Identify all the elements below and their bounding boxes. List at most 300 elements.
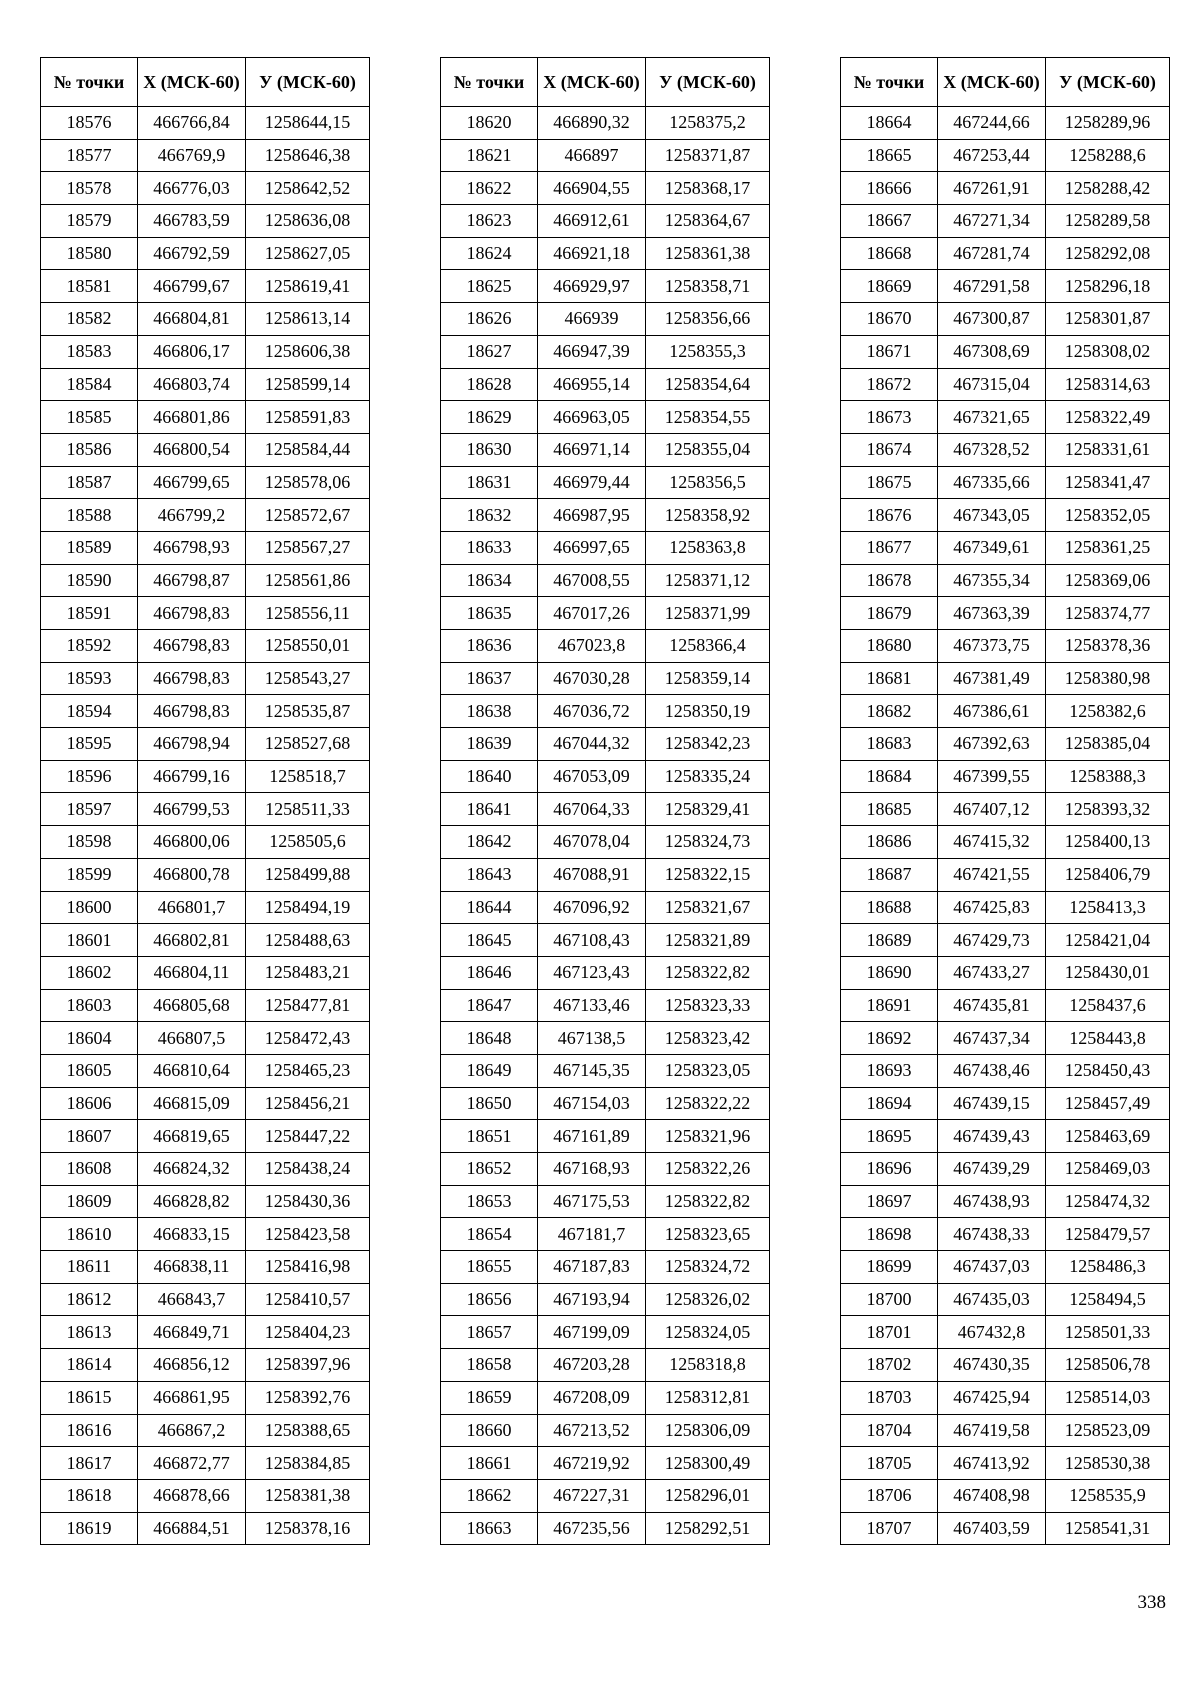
table-row [441,891,770,924]
header-point-number: № точки [41,58,138,107]
table-row [41,1120,370,1153]
point-number-cell: 18601 [41,924,138,957]
x-coordinate-cell: 467281,74 [938,237,1046,270]
point-number-cell: 18587 [41,466,138,499]
y-coordinate-cell: 1258322,22 [646,1087,770,1120]
x-coordinate-cell: 466929,97 [538,270,646,303]
y-coordinate-cell: 1258292,08 [1046,237,1170,270]
point-number-cell: 18594 [41,695,138,728]
table-row [841,1283,1170,1316]
table-row [441,1153,770,1186]
point-number-cell: 18685 [841,793,938,826]
y-coordinate-cell: 1258397,96 [246,1349,370,1382]
y-coordinate-cell: 1258323,65 [646,1218,770,1251]
y-coordinate-cell: 1258543,27 [246,662,370,695]
x-coordinate-cell: 467235,56 [538,1512,646,1545]
point-number-cell: 18700 [841,1283,938,1316]
x-coordinate-cell: 467433,27 [938,956,1046,989]
x-coordinate-cell: 467219,92 [538,1447,646,1480]
x-coordinate-cell: 467438,93 [938,1185,1046,1218]
point-number-cell: 18622 [441,172,538,205]
y-coordinate-cell: 1258556,11 [246,597,370,630]
y-coordinate-cell: 1258392,76 [246,1381,370,1414]
y-coordinate-cell: 1258380,98 [1046,662,1170,695]
x-coordinate-cell: 466963,05 [538,401,646,434]
table-row [441,695,770,728]
table-row [441,270,770,303]
point-number-cell: 18626 [441,303,538,336]
point-number-cell: 18623 [441,205,538,238]
point-number-cell: 18693 [841,1054,938,1087]
point-number-cell: 18701 [841,1316,938,1349]
y-coordinate-cell: 1258437,6 [1046,989,1170,1022]
y-coordinate-cell: 1258584,44 [246,433,370,466]
point-number-cell: 18675 [841,466,938,499]
point-number-cell: 18674 [841,433,938,466]
x-coordinate-cell: 467053,09 [538,760,646,793]
table-body [441,107,770,1545]
y-coordinate-cell: 1258381,38 [246,1479,370,1512]
x-coordinate-cell: 466939 [538,303,646,336]
point-number-cell: 18609 [41,1185,138,1218]
point-number-cell: 18666 [841,172,938,205]
x-coordinate-cell: 466955,14 [538,368,646,401]
y-coordinate-cell: 1258477,81 [246,989,370,1022]
table-row [41,1316,370,1349]
point-number-cell: 18586 [41,433,138,466]
x-coordinate-cell: 466912,61 [538,205,646,238]
table-row [441,172,770,205]
x-coordinate-cell: 467315,04 [938,368,1046,401]
point-number-cell: 18599 [41,858,138,891]
y-coordinate-cell: 1258323,42 [646,1022,770,1055]
x-coordinate-cell: 466833,15 [138,1218,246,1251]
point-number-cell: 18680 [841,630,938,663]
y-coordinate-cell: 1258457,49 [1046,1087,1170,1120]
point-number-cell: 18658 [441,1349,538,1382]
y-coordinate-cell: 1258385,04 [1046,728,1170,761]
y-coordinate-cell: 1258486,3 [1046,1251,1170,1284]
table-row [441,858,770,891]
table-row [841,303,1170,336]
y-coordinate-cell: 1258288,42 [1046,172,1170,205]
y-coordinate-cell: 1258361,25 [1046,531,1170,564]
y-coordinate-cell: 1258578,06 [246,466,370,499]
point-number-cell: 18667 [841,205,938,238]
x-coordinate-cell: 466766,84 [138,107,246,140]
point-number-cell: 18687 [841,858,938,891]
y-coordinate-cell: 1258456,21 [246,1087,370,1120]
point-number-cell: 18650 [441,1087,538,1120]
point-number-cell: 18653 [441,1185,538,1218]
x-coordinate-cell: 466798,83 [138,695,246,728]
y-coordinate-cell: 1258494,19 [246,891,370,924]
table-row [41,303,370,336]
table-row [441,107,770,140]
x-coordinate-cell: 467244,66 [938,107,1046,140]
x-coordinate-cell: 467438,46 [938,1054,1046,1087]
table-row [41,107,370,140]
y-coordinate-cell: 1258501,33 [1046,1316,1170,1349]
y-coordinate-cell: 1258400,13 [1046,826,1170,859]
table-row [41,564,370,597]
table-row [841,270,1170,303]
x-coordinate-cell: 467096,92 [538,891,646,924]
point-number-cell: 18679 [841,597,938,630]
x-coordinate-cell: 466828,82 [138,1185,246,1218]
y-coordinate-cell: 1258423,58 [246,1218,370,1251]
point-number-cell: 18625 [441,270,538,303]
y-coordinate-cell: 1258606,38 [246,335,370,368]
point-number-cell: 18654 [441,1218,538,1251]
coordinates-table-2 [440,57,770,1545]
table-row [41,172,370,205]
y-coordinate-cell: 1258642,52 [246,172,370,205]
table-row [841,630,1170,663]
point-number-cell: 18697 [841,1185,938,1218]
table-row [441,1316,770,1349]
point-number-cell: 18652 [441,1153,538,1186]
header-x-coordinate: Х (МСК-60) [938,58,1046,107]
header-y-coordinate: У (МСК-60) [646,58,770,107]
x-coordinate-cell: 467381,49 [938,662,1046,695]
table-row [41,1349,370,1382]
point-number-cell: 18702 [841,1349,938,1382]
y-coordinate-cell: 1258430,01 [1046,956,1170,989]
point-number-cell: 18617 [41,1447,138,1480]
y-coordinate-cell: 1258322,82 [646,1185,770,1218]
table-row [841,237,1170,270]
x-coordinate-cell: 467023,8 [538,630,646,663]
point-number-cell: 18662 [441,1479,538,1512]
y-coordinate-cell: 1258355,04 [646,433,770,466]
point-number-cell: 18610 [41,1218,138,1251]
table-row [841,499,1170,532]
x-coordinate-cell: 466979,44 [538,466,646,499]
y-coordinate-cell: 1258518,7 [246,760,370,793]
y-coordinate-cell: 1258296,01 [646,1479,770,1512]
x-coordinate-cell: 466824,32 [138,1153,246,1186]
y-coordinate-cell: 1258356,66 [646,303,770,336]
x-coordinate-cell: 467399,55 [938,760,1046,793]
x-coordinate-cell: 467044,32 [538,728,646,761]
x-coordinate-cell: 467437,03 [938,1251,1046,1284]
y-coordinate-cell: 1258550,01 [246,630,370,663]
x-coordinate-cell: 466856,12 [138,1349,246,1382]
table-row [441,433,770,466]
table-row [841,728,1170,761]
y-coordinate-cell: 1258322,49 [1046,401,1170,434]
x-coordinate-cell: 467208,09 [538,1381,646,1414]
x-coordinate-cell: 467193,94 [538,1283,646,1316]
y-coordinate-cell: 1258366,4 [646,630,770,663]
y-coordinate-cell: 1258410,57 [246,1283,370,1316]
table-row [41,1512,370,1545]
y-coordinate-cell: 1258326,02 [646,1283,770,1316]
point-number-cell: 18614 [41,1349,138,1382]
point-number-cell: 18576 [41,107,138,140]
point-number-cell: 18605 [41,1054,138,1087]
point-number-cell: 18634 [441,564,538,597]
point-number-cell: 18613 [41,1316,138,1349]
x-coordinate-cell: 466807,5 [138,1022,246,1055]
y-coordinate-cell: 1258430,36 [246,1185,370,1218]
table-row [41,335,370,368]
point-number-cell: 18668 [841,237,938,270]
x-coordinate-cell: 466890,32 [538,107,646,140]
y-coordinate-cell: 1258450,43 [1046,1054,1170,1087]
table-row [841,662,1170,695]
table-row [41,433,370,466]
y-coordinate-cell: 1258613,14 [246,303,370,336]
table-row [441,139,770,172]
x-coordinate-cell: 467213,52 [538,1414,646,1447]
point-number-cell: 18641 [441,793,538,826]
x-coordinate-cell: 467349,61 [938,531,1046,564]
table-row [41,1185,370,1218]
table-row [41,1251,370,1284]
table-row [841,597,1170,630]
table-row [41,728,370,761]
y-coordinate-cell: 1258443,8 [1046,1022,1170,1055]
y-coordinate-cell: 1258342,23 [646,728,770,761]
x-coordinate-cell: 466849,71 [138,1316,246,1349]
table-row [841,760,1170,793]
point-number-cell: 18631 [441,466,538,499]
y-coordinate-cell: 1258371,87 [646,139,770,172]
point-number-cell: 18677 [841,531,938,564]
y-coordinate-cell: 1258312,81 [646,1381,770,1414]
point-number-cell: 18699 [841,1251,938,1284]
y-coordinate-cell: 1258375,2 [646,107,770,140]
y-coordinate-cell: 1258354,55 [646,401,770,434]
point-number-cell: 18690 [841,956,938,989]
point-number-cell: 18703 [841,1381,938,1414]
point-number-cell: 18636 [441,630,538,663]
point-number-cell: 18663 [441,1512,538,1545]
y-coordinate-cell: 1258465,23 [246,1054,370,1087]
point-number-cell: 18596 [41,760,138,793]
x-coordinate-cell: 467425,83 [938,891,1046,924]
x-coordinate-cell: 466798,94 [138,728,246,761]
y-coordinate-cell: 1258300,49 [646,1447,770,1480]
table-row [41,695,370,728]
table-row [441,1447,770,1480]
y-coordinate-cell: 1258463,69 [1046,1120,1170,1153]
y-coordinate-cell: 1258619,41 [246,270,370,303]
table-row [41,237,370,270]
table-row [841,433,1170,466]
table-row [441,401,770,434]
table-row [441,1512,770,1545]
point-number-cell: 18644 [441,891,538,924]
x-coordinate-cell: 467017,26 [538,597,646,630]
y-coordinate-cell: 1258404,23 [246,1316,370,1349]
y-coordinate-cell: 1258599,14 [246,368,370,401]
point-number-cell: 18608 [41,1153,138,1186]
table-body [841,107,1170,1545]
y-coordinate-cell: 1258514,03 [1046,1381,1170,1414]
x-coordinate-cell: 467435,81 [938,989,1046,1022]
table-row [41,1218,370,1251]
table-row [841,1087,1170,1120]
y-coordinate-cell: 1258314,63 [1046,368,1170,401]
table-row [841,793,1170,826]
y-coordinate-cell: 1258355,3 [646,335,770,368]
x-coordinate-cell: 467425,94 [938,1381,1046,1414]
y-coordinate-cell: 1258369,06 [1046,564,1170,597]
table-row [441,237,770,270]
header-point-number: № точки [841,58,938,107]
x-coordinate-cell: 466800,78 [138,858,246,891]
point-number-cell: 18707 [841,1512,938,1545]
table-row [441,1120,770,1153]
table-row [41,760,370,793]
x-coordinate-cell: 467421,55 [938,858,1046,891]
point-number-cell: 18651 [441,1120,538,1153]
point-number-cell: 18691 [841,989,938,1022]
x-coordinate-cell: 467438,33 [938,1218,1046,1251]
y-coordinate-cell: 1258322,15 [646,858,770,891]
point-number-cell: 18591 [41,597,138,630]
point-number-cell: 18676 [841,499,938,532]
y-coordinate-cell: 1258352,05 [1046,499,1170,532]
header-x-coordinate: Х (МСК-60) [538,58,646,107]
x-coordinate-cell: 466815,09 [138,1087,246,1120]
point-number-cell: 18705 [841,1447,938,1480]
point-number-cell: 18688 [841,891,938,924]
x-coordinate-cell: 466798,93 [138,531,246,564]
table-row [41,1054,370,1087]
x-coordinate-cell: 467036,72 [538,695,646,728]
point-number-cell: 18589 [41,531,138,564]
y-coordinate-cell: 1258406,79 [1046,858,1170,891]
table-row [841,1022,1170,1055]
y-coordinate-cell: 1258561,86 [246,564,370,597]
table-row [41,956,370,989]
table-row [841,695,1170,728]
y-coordinate-cell: 1258506,78 [1046,1349,1170,1382]
point-number-cell: 18633 [441,531,538,564]
table-row [441,989,770,1022]
y-coordinate-cell: 1258306,09 [646,1414,770,1447]
x-coordinate-cell: 467408,98 [938,1479,1046,1512]
point-number-cell: 18639 [441,728,538,761]
table-row [41,531,370,564]
y-coordinate-cell: 1258323,05 [646,1054,770,1087]
x-coordinate-cell: 466799,53 [138,793,246,826]
x-coordinate-cell: 467392,63 [938,728,1046,761]
table-row [441,630,770,663]
table-row [41,1479,370,1512]
point-number-cell: 18683 [841,728,938,761]
table-row [841,1414,1170,1447]
x-coordinate-cell: 467413,92 [938,1447,1046,1480]
x-coordinate-cell: 467373,75 [938,630,1046,663]
table-row [441,499,770,532]
point-number-cell: 18619 [41,1512,138,1545]
y-coordinate-cell: 1258535,9 [1046,1479,1170,1512]
x-coordinate-cell: 467355,34 [938,564,1046,597]
point-number-cell: 18670 [841,303,938,336]
table-row [841,1479,1170,1512]
y-coordinate-cell: 1258358,71 [646,270,770,303]
x-coordinate-cell: 466792,59 [138,237,246,270]
x-coordinate-cell: 466884,51 [138,1512,246,1545]
y-coordinate-cell: 1258321,67 [646,891,770,924]
y-coordinate-cell: 1258324,05 [646,1316,770,1349]
point-number-cell: 18615 [41,1381,138,1414]
point-number-cell: 18637 [441,662,538,695]
y-coordinate-cell: 1258368,17 [646,172,770,205]
point-number-cell: 18649 [441,1054,538,1087]
point-number-cell: 18582 [41,303,138,336]
point-number-cell: 18671 [841,335,938,368]
table-row [41,891,370,924]
table-row [841,924,1170,957]
point-number-cell: 18583 [41,335,138,368]
y-coordinate-cell: 1258535,87 [246,695,370,728]
y-coordinate-cell: 1258646,38 [246,139,370,172]
table-row [41,597,370,630]
table-row [41,1022,370,1055]
y-coordinate-cell: 1258469,03 [1046,1153,1170,1186]
header-y-coordinate: У (МСК-60) [1046,58,1170,107]
point-number-cell: 18686 [841,826,938,859]
y-coordinate-cell: 1258388,65 [246,1414,370,1447]
point-number-cell: 18592 [41,630,138,663]
point-number-cell: 18602 [41,956,138,989]
table-row [441,1414,770,1447]
table-row [41,270,370,303]
point-number-cell: 18706 [841,1479,938,1512]
x-coordinate-cell: 466872,77 [138,1447,246,1480]
y-coordinate-cell: 1258296,18 [1046,270,1170,303]
point-number-cell: 18646 [441,956,538,989]
y-coordinate-cell: 1258361,38 [646,237,770,270]
page-number: 338 [1137,1592,1166,1613]
x-coordinate-cell: 466987,95 [538,499,646,532]
y-coordinate-cell: 1258358,92 [646,499,770,532]
point-number-cell: 18588 [41,499,138,532]
table-row [441,826,770,859]
header-y-coordinate: У (МСК-60) [246,58,370,107]
table-row [441,1087,770,1120]
y-coordinate-cell: 1258483,21 [246,956,370,989]
y-coordinate-cell: 1258308,02 [1046,335,1170,368]
point-number-cell: 18638 [441,695,538,728]
x-coordinate-cell: 466867,2 [138,1414,246,1447]
x-coordinate-cell: 467403,59 [938,1512,1046,1545]
point-number-cell: 18621 [441,139,538,172]
y-coordinate-cell: 1258644,15 [246,107,370,140]
point-number-cell: 18645 [441,924,538,957]
x-coordinate-cell: 466799,67 [138,270,246,303]
header-x-coordinate: Х (МСК-60) [138,58,246,107]
table-row [841,172,1170,205]
y-coordinate-cell: 1258591,83 [246,401,370,434]
point-number-cell: 18606 [41,1087,138,1120]
point-number-cell: 18604 [41,1022,138,1055]
y-coordinate-cell: 1258479,57 [1046,1218,1170,1251]
table-row [441,335,770,368]
y-coordinate-cell: 1258567,27 [246,531,370,564]
x-coordinate-cell: 467168,93 [538,1153,646,1186]
y-coordinate-cell: 1258511,33 [246,793,370,826]
table-row [841,368,1170,401]
y-coordinate-cell: 1258322,26 [646,1153,770,1186]
x-coordinate-cell: 467415,32 [938,826,1046,859]
